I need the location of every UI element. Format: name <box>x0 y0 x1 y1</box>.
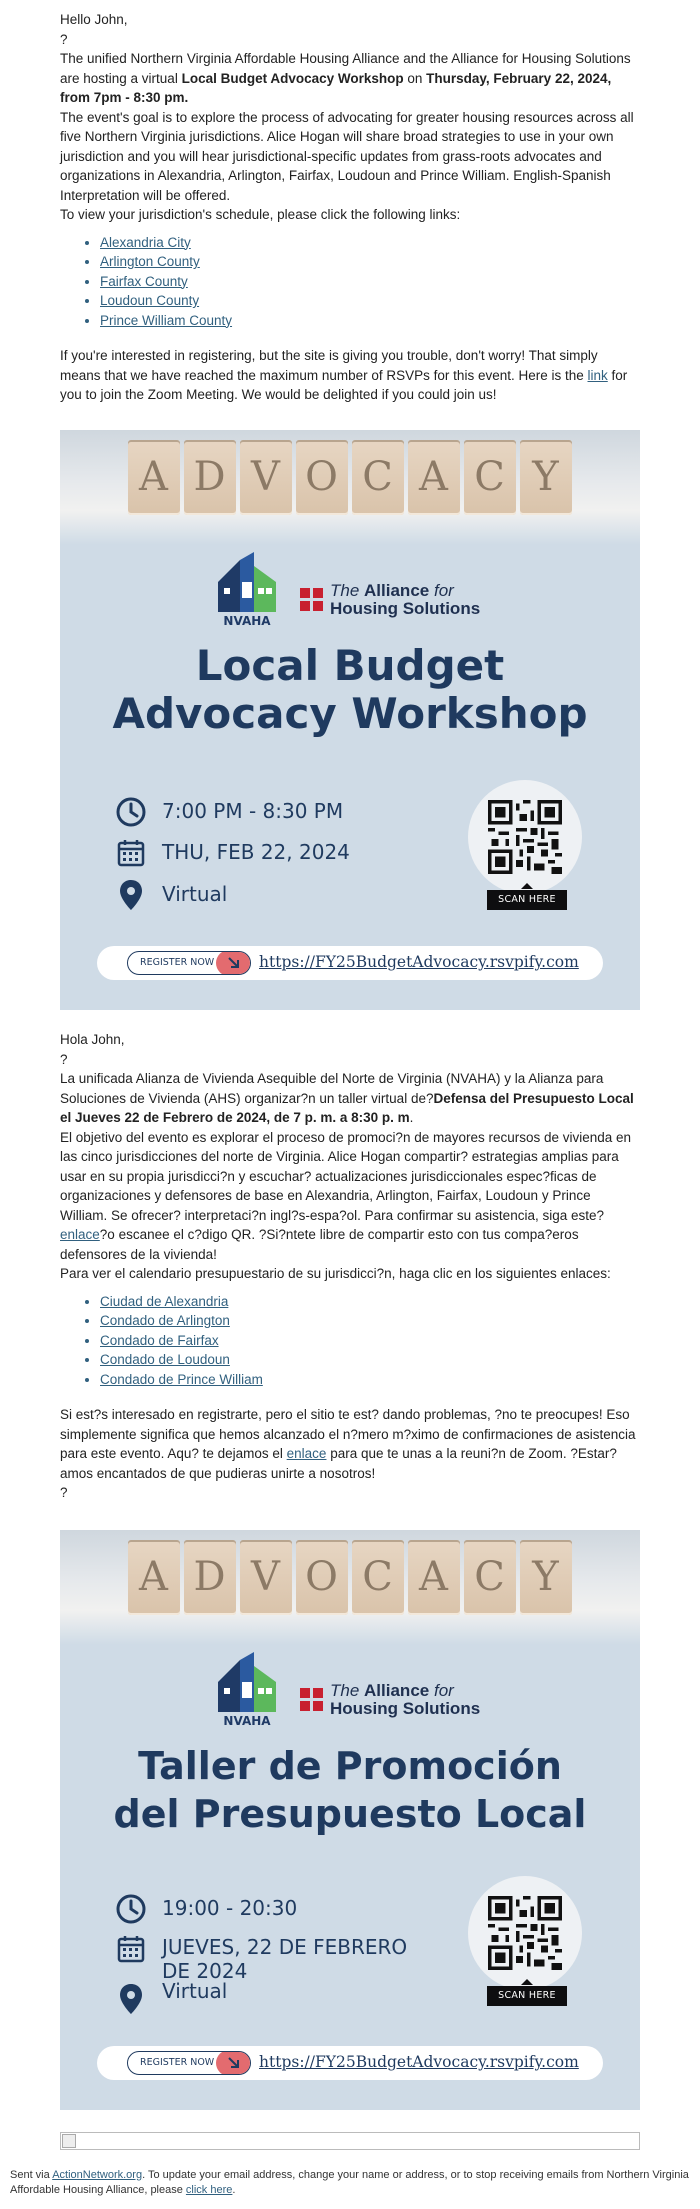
scan-here-label: SCAN HERE <box>487 890 567 910</box>
register-now-button[interactable] <box>127 951 251 975</box>
jurisdiction-links <box>100 233 640 331</box>
advocacy-blocks-image <box>60 1530 640 1645</box>
spacer-question-mark: ? <box>60 31 68 47</box>
goal-text-es: El objetivo del evento es explorar el proceso de promoci?n de mayores recursos de vivienda en las cinco jurisdicciones del norte de Virginia. Alice Hogan compartir? estrategias amplias para usar en su propia jurisdicci?n y escuchar? actualizaciones jurisdiccionales espec?ficas de organizaciones y defensores de base en Alexandria, Arlington, Fairfax, Loudoun y Prince William. Se ofrecer? interpretaci?n ingl?s-espa?ol. Para confirmar su asistencia, siga este? <box>60 1129 632 1223</box>
letter-block: O <box>296 1540 348 1615</box>
banner-title-line1: Local Budget <box>195 641 505 690</box>
clock-icon <box>114 1892 148 1926</box>
letter-block: D <box>184 440 236 515</box>
unsubscribe-link[interactable]: click here <box>185 2184 233 2196</box>
list-item <box>100 311 640 331</box>
intro-paragraph-es <box>60 1069 640 1128</box>
link-alexandria[interactable]: Alexandria City <box>100 234 191 250</box>
link-fairfax[interactable]: Fairfax County <box>100 273 188 289</box>
rsvp-link-es[interactable]: enlace <box>60 1227 100 1242</box>
view-instructions-es: Para ver el calendario presupuestario de su jurisdicci?n, haga clic en los siguientes enlaces: <box>60 1266 611 1281</box>
event-date-banner-es: JUEVES, 22 DE FEBRERO DE 2024 <box>162 1935 408 1983</box>
letter-block: A <box>408 440 460 515</box>
event-name: Local Budget Advocacy Workshop <box>181 70 404 86</box>
ahs-housing-solutions: Housing Solutions <box>330 1699 481 1718</box>
calendar-icon <box>114 1932 148 1966</box>
list-item <box>100 233 640 253</box>
spacer-question-mark: ? <box>60 1485 68 1500</box>
footer-text: Sent via <box>10 2169 53 2181</box>
event-name-es: Defensa del Presupuesto Local el Jueves 22 de Febrero de 2024, de 7 p. m. a 8:30 p. m <box>60 1090 634 1125</box>
partner-logos <box>60 552 640 632</box>
letter-block: V <box>240 1540 292 1615</box>
intro-text-es: La unificada Alianza de Vivienda Asequible del Norte de Virginia (NVAHA) y la Alianza para Soluciones de Vivienda (AHS) organizar?n un taller virtual de? <box>60 1071 604 1106</box>
ahs-the: The <box>330 581 360 600</box>
spanish-section <box>60 1030 640 1503</box>
list-item <box>100 1311 640 1331</box>
letter-block: C <box>352 1540 404 1615</box>
goal-paragraph: The event's goal is to explore the process of advocating for greater housing resources across all five Northern Virginia jurisdictions. Alice Hogan will share broad strategies to use in your own jurisdiction and you will hear jurisdictional-specific updates from grass-roots advocates and organizations in Alexandria, Arlington, Fairfax, Loudoun and Prince William. English-Spanish Interpretation will be offered. <box>60 109 634 203</box>
trouble-text-end-es: para que te unas a la reuni?n de Zoom. ?Estar?amos encantados de que pudieras unirte a nosotros! <box>60 1446 617 1481</box>
english-section <box>60 10 640 405</box>
list-item <box>100 1292 640 1312</box>
list-item <box>100 1331 640 1351</box>
link-arlington[interactable]: Arlington County <box>100 254 200 269</box>
list-item <box>100 272 640 292</box>
letter-block: A <box>128 440 180 515</box>
register-bar[interactable] <box>97 946 603 980</box>
view-instructions: To view your jurisdiction's schedule, please click the following links: <box>60 207 461 222</box>
list-item <box>100 1370 640 1390</box>
register-now-button[interactable] <box>127 2051 251 2075</box>
ahs-the: The <box>330 1681 360 1700</box>
greeting: Hello John, <box>60 12 128 27</box>
link-condado-prince-william[interactable]: Condado de Prince William <box>100 1371 263 1387</box>
footer-text-end: . <box>232 2184 236 2196</box>
location-row <box>114 878 227 912</box>
intro-text-on: on <box>403 70 427 86</box>
clock-icon <box>114 795 148 829</box>
trouble-paragraph <box>60 346 640 405</box>
trouble-text-es: Si est?s interesado en registrarte, pero el sitio te est? dando problemas, ?no te preocupes! Eso simplemente significa que hemos alcanzado el n?mero m?ximo de confirmaciones de asistencia para este evento. Aqu? te dejamos el <box>60 1407 636 1461</box>
list-item <box>100 252 640 272</box>
nvaha-label: NVAHA <box>223 1714 271 1728</box>
banner-title <box>60 642 640 738</box>
intro-paragraph <box>60 49 640 108</box>
zoom-link[interactable]: link <box>587 367 608 383</box>
ahs-mark-icon <box>300 588 324 612</box>
list-item <box>100 291 640 311</box>
link-condado-loudoun[interactable]: Condado de Loudoun <box>100 1352 230 1367</box>
banner-title-line1-es: Taller de Promoción <box>138 1744 562 1788</box>
register-now-label: REGISTER NOW <box>140 957 215 969</box>
footer-text-mid: . To update your email address, change your name or address, or to stop receiving emails from Northern Virginia Affordable Housing Alliance, please <box>10 2169 689 2196</box>
letter-block: C <box>464 440 516 515</box>
location-pin-icon <box>114 1982 148 2016</box>
intro-text: The unified Northern Virginia Affordable Housing Alliance and the Alliance for Housing Solutions are hosting a virtual <box>60 51 631 86</box>
zoom-link-es[interactable]: enlace <box>286 1446 327 1461</box>
letter-block: O <box>296 440 348 515</box>
advocacy-blocks-image <box>60 430 640 545</box>
location-pin-icon <box>114 878 148 912</box>
link-loudoun[interactable]: Loudoun County <box>100 293 200 308</box>
list-item <box>100 1350 640 1370</box>
date-row <box>114 836 350 870</box>
ahs-alliance: Alliance <box>364 581 430 600</box>
qr-code[interactable] <box>468 780 582 894</box>
goal-paragraph-es <box>60 1128 640 1265</box>
letter-block: A <box>128 1540 180 1615</box>
greeting-es: Hola John, <box>60 1032 125 1047</box>
register-now-label: REGISTER NOW <box>140 2057 215 2069</box>
qr-code-icon <box>488 800 562 874</box>
letter-block: C <box>352 440 404 515</box>
event-date-banner: THU, FEB 22, 2024 <box>162 840 350 865</box>
broken-image <box>60 2132 640 2150</box>
ahs-for: for <box>433 1681 454 1700</box>
letter-block: Y <box>520 1540 572 1615</box>
event-location-es: Virtual <box>162 1979 228 2004</box>
banner-title-line2-es: del Presupuesto Local <box>113 1792 587 1836</box>
event-date: Thursday, February 22, 2024, from 7pm - 8:30 pm. <box>60 70 612 105</box>
register-bar[interactable] <box>97 2046 603 2080</box>
link-condado-fairfax[interactable]: Condado de Fairfax <box>100 1332 219 1348</box>
qr-code-icon <box>488 1896 562 1970</box>
trouble-paragraph-es <box>60 1405 640 1483</box>
trouble-text: If you're interested in registering, but the site is giving you trouble, don't worry! That simply means that we have reached the maximum number of RSVPs for this event. Here is the <box>60 348 598 383</box>
banner-title-es <box>60 1742 640 1838</box>
event-time-es: 19:00 - 20:30 <box>162 1896 298 1921</box>
arrow-icon <box>216 2051 251 2075</box>
event-banner-english[interactable] <box>60 430 640 1010</box>
banner-title-line2: Advocacy Workshop <box>112 689 588 738</box>
partner-logos <box>60 1652 640 1732</box>
letter-block: D <box>184 1540 236 1615</box>
goal-text-end-es: ?o escanee el c?digo QR. ?Si?ntete libre de compartir esto con tus compa?eros defensores de la vivienda! <box>60 1227 579 1262</box>
broken-image-icon <box>62 2134 76 2148</box>
trouble-text-end: for you to join the Zoom Meeting. We would be delighted if you could join us! <box>60 367 628 402</box>
ahs-housing-solutions: Housing Solutions <box>330 599 481 618</box>
spacer-question-mark: ? <box>60 1051 68 1067</box>
ahs-for: for <box>433 581 454 600</box>
location-row-es <box>114 1979 228 2016</box>
ahs-logo <box>300 582 480 618</box>
nvaha-label: NVAHA <box>223 614 271 628</box>
link-ciudad-alexandria[interactable]: Ciudad de Alexandria <box>100 1293 229 1309</box>
intro-period-es: . <box>409 1110 414 1125</box>
register-url[interactable]: https://FY25BudgetAdvocacy.rsvpify.com <box>259 953 579 972</box>
date-row-es <box>114 1932 422 1983</box>
link-prince-william[interactable]: Prince William County <box>100 312 233 328</box>
time-row <box>114 795 343 829</box>
link-condado-arlington[interactable]: Condado de Arlington <box>100 1313 230 1328</box>
letter-block: V <box>240 440 292 515</box>
email-footer <box>0 2168 700 2198</box>
register-url[interactable]: https://FY25BudgetAdvocacy.rsvpify.com <box>259 2053 579 2072</box>
event-location: Virtual <box>162 882 228 907</box>
arrow-icon <box>216 951 251 975</box>
calendar-icon <box>114 836 148 870</box>
event-banner-spanish[interactable] <box>60 1530 640 2110</box>
actionnetwork-link[interactable]: ActionNetwork.org <box>52 2169 143 2181</box>
ahs-alliance: Alliance <box>364 1681 430 1700</box>
ahs-mark-icon <box>300 1688 324 1712</box>
letter-block: A <box>408 1540 460 1615</box>
ahs-logo <box>300 1682 480 1718</box>
scan-here-label: SCAN HERE <box>487 1986 567 2006</box>
letter-block: C <box>464 1540 516 1615</box>
jurisdiction-links-es <box>100 1292 640 1390</box>
qr-code[interactable] <box>468 1876 582 1990</box>
event-time: 7:00 PM - 8:30 PM <box>162 799 344 824</box>
letter-block: Y <box>520 440 572 515</box>
time-row-es <box>114 1892 297 1926</box>
